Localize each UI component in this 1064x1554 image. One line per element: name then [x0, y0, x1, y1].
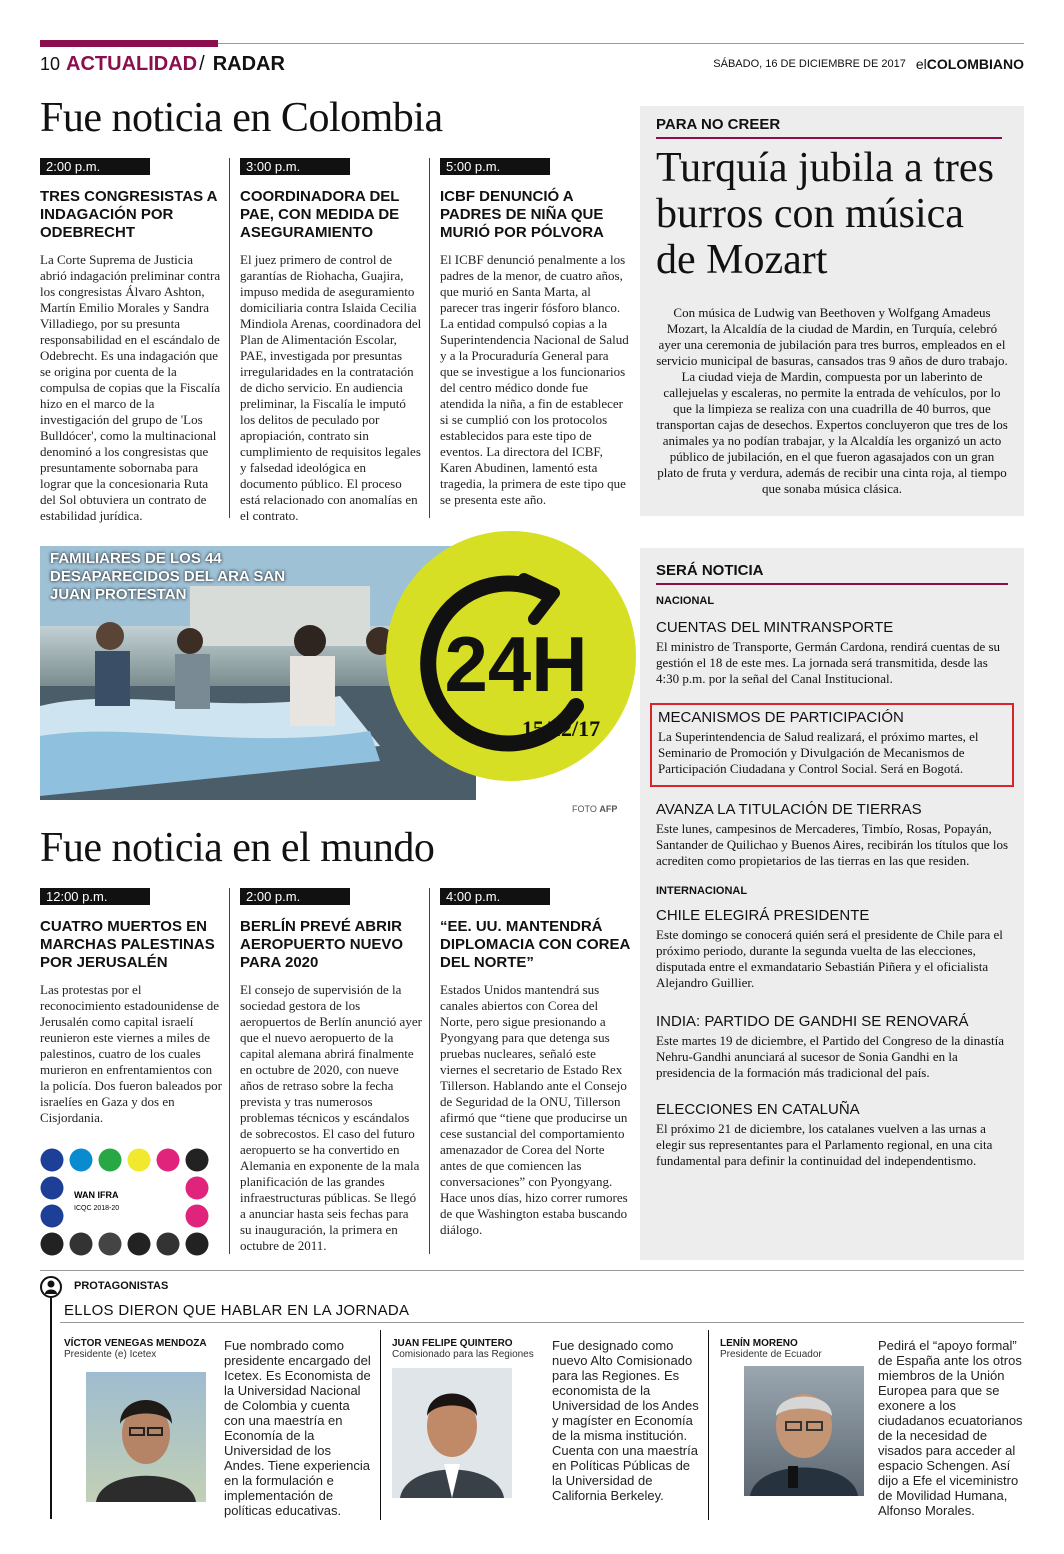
mundo-news-item — [440, 888, 630, 1254]
item-body: El ministro de Transporte, Germán Cardona, rendirá cuentas de su gestión el 18 de este mes. La jornada será transmitida, desde las 4:30 p.m. por la señal del Canal Institucional. — [656, 639, 1001, 686]
news-body: El juez primero de control de garantías de Riohacha, Guajira, impuso medida de aseguramiento domiciliaria contra Islaida Cecilia Mindiola Arenas, coordinadora del Plan de Alimentación Escolar, PAE, investigada por presuntas irregularidades en la contratación de dicho servicio. En audiencia preliminar, la Fiscalía le imputó los delitos de peculado por apropiación, contrato sin cumplimiento de requisitos legales y falsedad ideológica en documento público. El proceso está relacionado con anomalías en el contrato. — [240, 252, 422, 523]
logo-prefix: el — [915, 56, 927, 72]
protagonist-divider — [380, 1330, 381, 1520]
photo-caption: FAMILIARES DE LOS 44 DESAPARECIDOS DEL ARA SAN JUAN PROTESTAN — [50, 550, 286, 603]
colombia-news-item — [240, 158, 430, 523]
para-no-creer-label: PARA NO CREER — [656, 116, 781, 133]
label-rule — [656, 583, 1008, 585]
photo-credit — [572, 804, 617, 814]
news-headline: “EE. UU. MANTENDRÁ DIPLOMACIA CON COREA DEL NORTE” — [440, 918, 630, 971]
item-body: Este domingo se conocerá quién será el presidente de Chile para el próximo periodo, durante la segunda vuelta de las elecciones, disputada entre el exmandatario Sebastián Piñera y el oficialista Alejandro Guillier. — [656, 927, 1003, 990]
para-no-creer-box — [640, 106, 1024, 516]
sera-noticia-item-highlighted — [650, 703, 1014, 787]
news-headline: BERLÍN PREVÉ ABRIR AEROPUERTO NUEVO PARA 2020 — [240, 918, 404, 971]
label-rule — [656, 137, 1002, 139]
protagonist-id — [392, 1338, 542, 1360]
gray-swatch — [41, 1233, 64, 1256]
news-time: 3:00 p.m. — [240, 158, 350, 175]
news-body: El consejo de supervisión de la sociedad gestora de los aeropuertos de Berlín anunció ayer que el nuevo aeropuerto de la capital alemana abrirá finalmente en octubre de 2020, con nueve años de retraso sobre la fecha prevista y tras numerosos problemas técnicos y escándalos de sobrecostos. El caso del futuro aeropuerto se ha convertido en Alemania en exponente de la mala planificación de las grandes infraestructuras públicas. Se llegó a anunciar hasta seis fechas para su inauguración, la primera en octubre de 2011. — [240, 982, 422, 1253]
color-swatch — [157, 1149, 180, 1172]
protagonist-role: Presidente (e) Icetex — [64, 1349, 157, 1360]
item-body: La Superintendencia de Salud realizará, el próximo martes, el Seminario de Promoción y Divulgación de Mecanismos de Participación Ciudadana y Control Social. Será en Bogotá. — [658, 729, 979, 776]
credit-source: AFP — [599, 804, 618, 814]
color-swatch — [186, 1177, 209, 1200]
gray-swatch — [186, 1233, 209, 1256]
para-no-creer-body: Con música de Ludwig van Beethoven y Wolfgang Amadeus Mozart, la Alcaldía de la ciudad de Mardin, en Turquía, celebró ayer una ceremonia de jubilación para tres burros, empleados en el servicio municipal de basuras, cansados tras 9 años de duro trabajo. La ciudad vieja de Mardin, compuesta por un laberinto de callejuelas y escaleras, no permite la entrada de vehículos, por lo que la limpieza se realiza con una cuadrilla de 40 burros, que transportan cajas de desechos. Expertos concluyeron que tres de los animales ya no podían trabajar, y la Alcaldía les organizó un acto público de jubilación, en el que fueron agasajados con un gran plato de fruta y verdura, además de recibir una cinta roja, al tiempo que sonaba música clásica. — [656, 305, 1008, 496]
subsection-name: RADAR — [212, 52, 285, 75]
item-title: AVANZA LA TITULACIÓN DE TIERRAS — [656, 801, 922, 818]
color-swatch — [41, 1177, 64, 1200]
gray-swatch — [99, 1233, 122, 1256]
item-body: El próximo 21 de diciembre, los catalanes vuelven a las urnas a elegir sus representantes para el Parlamento regional, en una cita fundamental para definir la continuidad del independentismo. — [656, 1121, 993, 1168]
wan-ifra-logo-sub: ICQC 2018-20 — [74, 1205, 120, 1212]
issue-date: SÁBADO, 16 DE DICIEMBRE DE 2017 — [713, 58, 906, 70]
logo-name: COLOMBIANO — [926, 56, 1024, 72]
mundo-news-item — [40, 888, 230, 1254]
protagonist-name: VÍCTOR VENEGAS MENDOZA — [64, 1338, 207, 1349]
colombia-news-item — [40, 158, 230, 523]
section-name: ACTUALIDAD — [66, 52, 198, 75]
wan-ifra-logo-text: WAN IFRA — [74, 1190, 119, 1200]
item-title: INDIA: PARTIDO DE GANDHI SE RENOVARÁ — [656, 1013, 969, 1030]
color-swatch — [186, 1205, 209, 1228]
protagonist-photo — [392, 1368, 512, 1498]
24h-text: 24H — [444, 620, 588, 708]
color-swatch — [70, 1149, 93, 1172]
gray-swatch — [157, 1233, 180, 1256]
color-swatches — [40, 1148, 220, 1258]
sera-noticia-item — [656, 1013, 1008, 1081]
color-swatch — [41, 1205, 64, 1228]
nacional-label: NACIONAL — [656, 595, 715, 607]
sera-noticia-item — [656, 619, 1008, 687]
item-title: CHILE ELEGIRÁ PRESIDENTE — [656, 907, 870, 924]
sera-noticia-item — [656, 907, 1008, 991]
sera-noticia-label: SERÁ NOTICIA — [656, 562, 764, 579]
24h-date: 15/12/17 — [521, 716, 601, 741]
news-body: Estados Unidos mantendrá sus canales abiertos con Corea del Norte, pero sigue presionando a Pyongyang para que detenga sus pruebas nucleares, señaló este viernes el secretario de Estado Rex Tillerson. Hablando ante el Consejo de Seguridad de la ONU, Tillerson afirmó que “tiene que producirse un cese sustancial del comportamiento amenazador de Corea del Norte antes de que comiencen las conversaciones” con Pyongyang. Hace unos días, hizo correr rumores de que Washington estaba buscando diálogo. — [440, 982, 628, 1237]
protagonist-role: Presidente de Ecuador — [720, 1349, 822, 1360]
news-time: 2:00 p.m. — [240, 888, 350, 905]
protagonist-text: Pedirá el “apoyo formal” de España ante los otros miembros de la Unión Europea para que se exonere a los ciudadanos ecuatorianos de la necesidad de visados para acceder al espacio Schengen. Así dijo a Efe el viceministro de Movilidad Humana, Alfonso Morales. — [878, 1338, 1023, 1518]
color-swatch — [99, 1149, 122, 1172]
page-number: 10 — [40, 53, 61, 74]
news-headline: ICBF DENUNCIÓ A PADRES DE NIÑA QUE MURIÓ POR PÓLVORA — [440, 188, 604, 241]
protagonist-text: Fue nombrado como presidente encargado del Icetex. Es Economista de la Universidad Nacional de Colombia y cuenta con una maestría en Economía de la Universidad de los Andes. Tiene experiencia en la formulación e implementación de políticas educativas. — [224, 1338, 371, 1518]
item-title: MECANISMOS DE PARTICIPACIÓN — [658, 709, 904, 726]
24h-badge — [386, 531, 636, 781]
protagonist-id — [64, 1338, 214, 1360]
news-time: 4:00 p.m. — [440, 888, 550, 905]
news-body: El ICBF denunció penalmente a los padres de la menor, de cuatro años, que murió en Santa Marta, al parecer tras ingerir fósforo blanco. La entidad compulsó copias a la Superintendencia Nacional de Salud y a la Procuraduría General para que se investigue a los funcionarios del centro médico donde fue atendida la niña, a fin de establecer si se cumplió con los protocolos establecidos para este tipo de eventos. La directora del ICBF, Karen Abudinen, lamentó esta tragedia, la primera de este tipo que se presenta este año. — [440, 252, 629, 507]
color-swatch — [128, 1149, 151, 1172]
colombia-section-title: Fue noticia en Colombia — [40, 95, 443, 141]
news-time: 12:00 p.m. — [40, 888, 150, 905]
color-swatch — [41, 1149, 64, 1172]
item-title: CUENTAS DEL MINTRANSPORTE — [656, 619, 894, 636]
credit-label: FOTO — [572, 804, 597, 814]
mundo-news-item — [240, 888, 430, 1254]
protagonist-photo — [86, 1372, 206, 1502]
header-accent-bar — [40, 40, 218, 47]
color-calibration-bar — [40, 1148, 220, 1263]
colombia-news-item — [440, 158, 630, 518]
protagonist-name: JUAN FELIPE QUINTERO — [392, 1338, 513, 1349]
mundo-section-title: Fue noticia en el mundo — [40, 825, 435, 871]
color-swatch — [186, 1149, 209, 1172]
person-icon — [40, 1276, 62, 1298]
item-body: Este lunes, campesinos de Mercaderes, Timbío, Rosas, Popayán, Santander de Quilichao y Buenos Aires, recibirán los títulos que los acrediten como propietarios de las tierras en las que residen. — [656, 821, 1009, 868]
page-header — [40, 52, 1024, 76]
protagonistas-subtitle-rule — [60, 1322, 1024, 1323]
news-headline: TRES CONGRESISTAS A INDAGACIÓN POR ODEBRECHT — [40, 188, 217, 241]
protagonistas-left-line — [50, 1297, 52, 1519]
gray-swatch — [128, 1233, 151, 1256]
news-headline: CUATRO MUERTOS EN MARCHAS PALESTINAS POR JERUSALÉN — [40, 918, 215, 971]
protagonist-text: Fue designado como nuevo Alto Comisionado para las Regiones. Es economista de la Universidad de los Andes y magíster en Economía de la misma institución. Cuenta con una maestría en Políticas Públicas de la Universidad de California Berkeley. — [552, 1338, 699, 1503]
section-separator: / — [199, 52, 205, 75]
news-body: Las protestas por el reconocimiento estadounidense de Jerusalén como capital israelí reunieron este viernes a miles de palestinos, cuatro de los cuales murieron en enfrentamientos con la policía. Dos fueron baleados por israelíes en Gaza y dos en Cisjordania. — [40, 982, 222, 1125]
protagonistas-subtitle: ELLOS DIERON QUE HABLAR EN LA JORNADA — [64, 1302, 410, 1319]
protagonist-id — [720, 1338, 870, 1360]
protagonist-name: LENÍN MORENO — [720, 1338, 798, 1349]
news-headline: COORDINADORA DEL PAE, CON MEDIDA DE ASEGURAMIENTO — [240, 188, 400, 241]
item-title: ELECCIONES EN CATALUÑA — [656, 1101, 860, 1118]
item-body: Este martes 19 de diciembre, el Partido del Congreso de la dinastía Nehru-Gandhi anunciará al sucesor de Sonia Gandhi en la presidencia de la formación más tradicional del país. — [656, 1033, 1005, 1080]
sera-noticia-item — [656, 801, 1008, 869]
protagonist-divider — [708, 1330, 709, 1520]
para-no-creer-title: Turquía jubila a tres burros con música de Mozart — [656, 145, 994, 283]
sera-noticia-box — [640, 548, 1024, 1260]
header-rule — [218, 43, 1024, 44]
news-time: 5:00 p.m. — [440, 158, 550, 175]
news-body: La Corte Suprema de Justicia abrió indagación preliminar contra los congresistas Álvaro Ashton, Martín Emilio Morales y Sandra Villadiego, por su presunta responsabilidad en el escándalo de Odebrecht. Es una indagación que se origina por cuenta de la compulsa de copias que la Fiscalía hizo en el marco de la investigación del grupo de 'Los Bulldócer', como la multinacional denominó a los congresistas que presuntamente sobornaba para lograr que la concesionaria Ruta del Sol obtuviera un contrato de estabilidad jurídica. — [40, 252, 221, 523]
internacional-label: INTERNACIONAL — [656, 885, 748, 897]
protagonistas-label: PROTAGONISTAS — [74, 1280, 169, 1292]
protagonistas-rule — [40, 1270, 1024, 1271]
protagonist-role: Comisionado para las Regiones — [392, 1349, 534, 1360]
protagonist-photo — [744, 1366, 864, 1496]
news-time: 2:00 p.m. — [40, 158, 150, 175]
newspaper-logo — [916, 56, 1024, 72]
sera-noticia-item — [656, 1101, 1008, 1169]
gray-swatch — [70, 1233, 93, 1256]
